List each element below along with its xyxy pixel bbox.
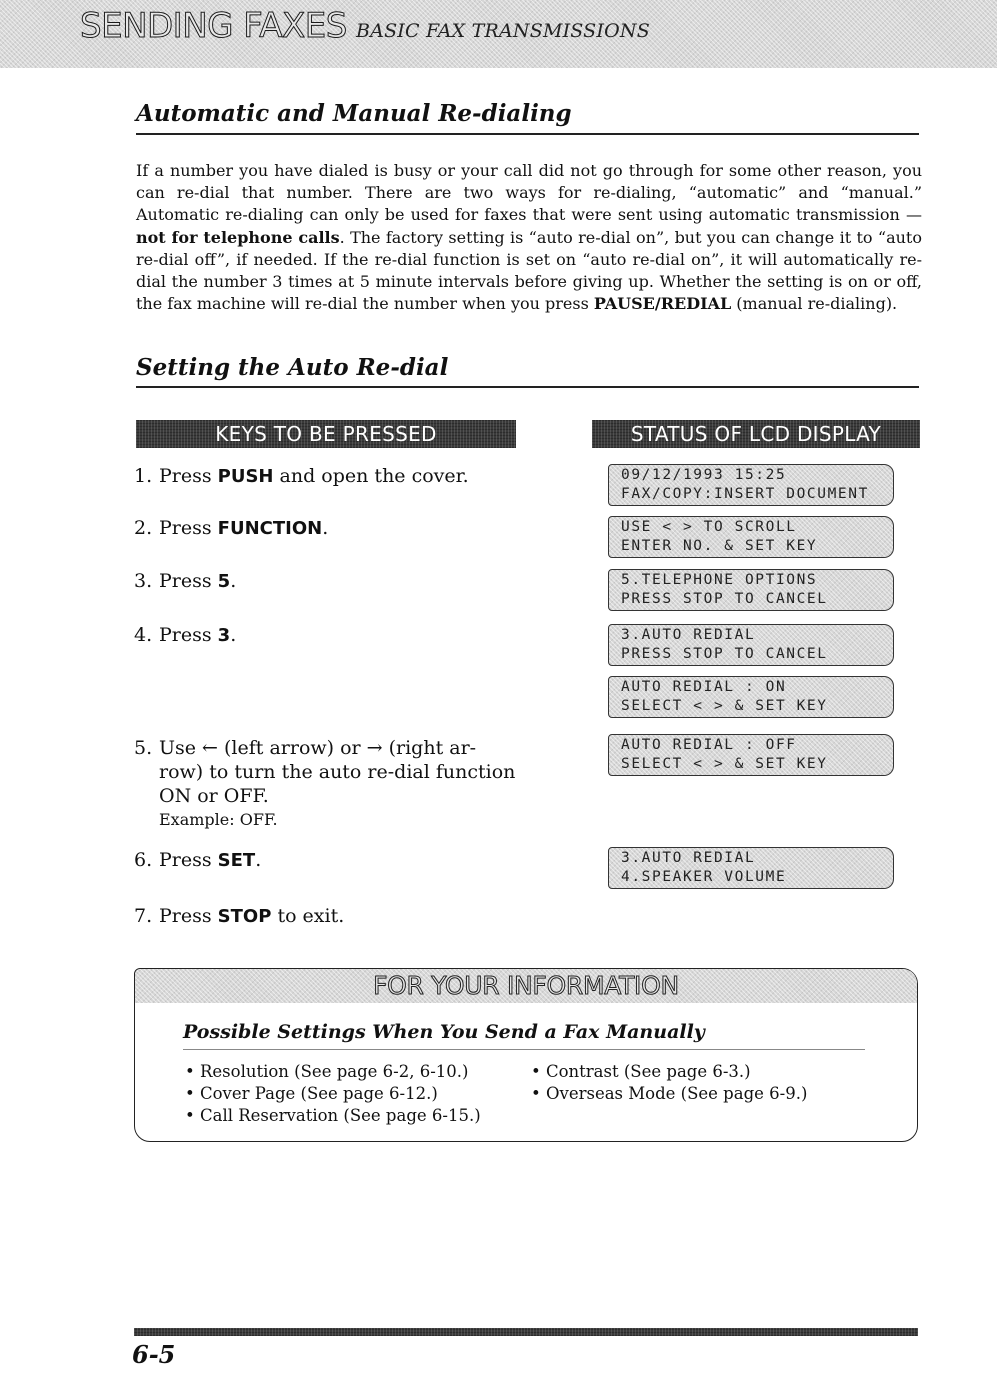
footer-bar <box>134 1328 918 1336</box>
lcd-line: 5.TELEPHONE OPTIONS <box>621 572 818 588</box>
info-box <box>134 968 918 1142</box>
step-text: to exit. <box>271 905 345 927</box>
step-6 <box>134 848 534 873</box>
key-label: STOP <box>217 906 272 927</box>
step-text: row) to turn the auto re-dial function <box>159 761 516 783</box>
header-band <box>0 0 997 68</box>
step-text: Use ← (left arrow) or → (right ar- <box>159 737 477 759</box>
step-text: . <box>230 570 237 592</box>
key-label: SET <box>217 850 256 871</box>
lcd-display <box>608 516 894 558</box>
lcd-line: SELECT < > & SET KEY <box>621 756 828 772</box>
step-text: ON or OFF. <box>159 785 269 807</box>
step-text: Press <box>159 905 218 927</box>
status-header: STATUS OF LCD DISPLAY <box>592 420 920 448</box>
list-item: • Call Reservation (See page 6-15.) <box>185 1106 481 1125</box>
list-item: • Contrast (See page 6-3.) <box>531 1062 751 1081</box>
chapter-subtitle: BASIC FAX TRANSMISSIONS <box>356 20 650 42</box>
lcd-line: 4.SPEAKER VOLUME <box>621 869 787 885</box>
section-title-auto-redial: Setting the Auto Re-dial <box>136 354 449 381</box>
key-label: PUSH <box>217 466 274 487</box>
step-3 <box>134 569 534 594</box>
key-label: 3 <box>217 625 231 646</box>
section-rule <box>136 386 919 388</box>
step-text: . <box>230 624 237 646</box>
lcd-display <box>608 734 894 776</box>
step-text: Press <box>159 465 218 487</box>
lcd-display <box>608 847 894 889</box>
step-number: 2. <box>134 517 153 539</box>
lcd-line: PRESS STOP TO CANCEL <box>621 591 828 607</box>
step-number: 3. <box>134 570 153 592</box>
step-text: Press <box>159 517 218 539</box>
step-text: . <box>322 517 329 539</box>
step-1 <box>134 464 534 489</box>
step-2 <box>134 516 534 541</box>
lcd-display <box>608 464 894 506</box>
lcd-line: ENTER NO. & SET KEY <box>621 538 818 554</box>
lcd-line: 09/12/1993 15:25 <box>621 467 787 483</box>
intro-bold-1: not for telephone calls <box>136 227 340 247</box>
list-item: • Resolution (See page 6-2, 6-10.) <box>185 1062 469 1081</box>
step-example: Example: OFF. <box>159 810 278 829</box>
intro-paragraph <box>136 160 922 315</box>
info-subtitle: Possible Settings When You Send a Fax Manually <box>183 1021 705 1043</box>
info-title: FOR YOUR INFORMATION <box>373 971 679 1000</box>
lcd-display <box>608 676 894 718</box>
section-rule <box>136 133 919 135</box>
keys-header: KEYS TO BE PRESSED <box>136 420 516 448</box>
lcd-line: 3.AUTO REDIAL <box>621 850 756 866</box>
step-number: 6. <box>134 849 153 871</box>
step-text: Press <box>159 849 218 871</box>
key-label: 5 <box>217 571 231 592</box>
lcd-line: FAX/COPY:INSERT DOCUMENT <box>621 486 869 502</box>
intro-text-3: (manual re-dialing). <box>731 294 898 314</box>
lcd-line: PRESS STOP TO CANCEL <box>621 646 828 662</box>
chapter-title: SENDING FAXES <box>80 6 347 46</box>
step-text: Press <box>159 570 218 592</box>
list-item: • Overseas Mode (See page 6-9.) <box>531 1084 808 1103</box>
lcd-display <box>608 624 894 666</box>
section-title-redialing: Automatic and Manual Re-dialing <box>136 100 572 127</box>
lcd-line: 3.AUTO REDIAL <box>621 627 756 643</box>
step-text: and open the cover. <box>273 465 469 487</box>
step-text: Press <box>159 624 218 646</box>
step-number: 1. <box>134 465 153 487</box>
step-5 <box>134 736 534 832</box>
page-number: 6-5 <box>132 1340 176 1369</box>
info-band <box>135 969 917 1003</box>
intro-text-2: . The factory setting is “auto re-dial on”, but you can change it to “auto re-dial off”, if needed. If the re-dial function is set on “auto re-dial on”, it will automatically re-dial the number 3 times at 5 minute intervals before giving up. Whether the setting is on or off, the fax machine will re-dial the number when you press <box>136 227 922 314</box>
step-text: . <box>255 849 262 871</box>
lcd-line: AUTO REDIAL : ON <box>621 679 787 695</box>
lcd-line: USE < > TO SCROLL <box>621 519 797 535</box>
step-7 <box>134 904 534 929</box>
info-rule <box>183 1049 865 1050</box>
lcd-line: AUTO REDIAL : OFF <box>621 737 797 753</box>
intro-text-1: If a number you have dialed is busy or your call did not go through for some other reason, you can re-dial that number. There are two ways for re-dialing, “automatic” and “manual.” Automatic re-dialing can only be used for faxes that were sent using automatic transmission — <box>136 161 922 225</box>
step-number: 4. <box>134 624 153 646</box>
step-number: 5. <box>134 737 153 759</box>
intro-bold-2: PAUSE/REDIAL <box>593 294 732 314</box>
key-label: FUNCTION <box>217 518 323 539</box>
lcd-display <box>608 569 894 611</box>
step-4 <box>134 623 534 648</box>
step-number: 7. <box>134 905 153 927</box>
list-item: • Cover Page (See page 6-12.) <box>185 1084 438 1103</box>
lcd-line: SELECT < > & SET KEY <box>621 698 828 714</box>
